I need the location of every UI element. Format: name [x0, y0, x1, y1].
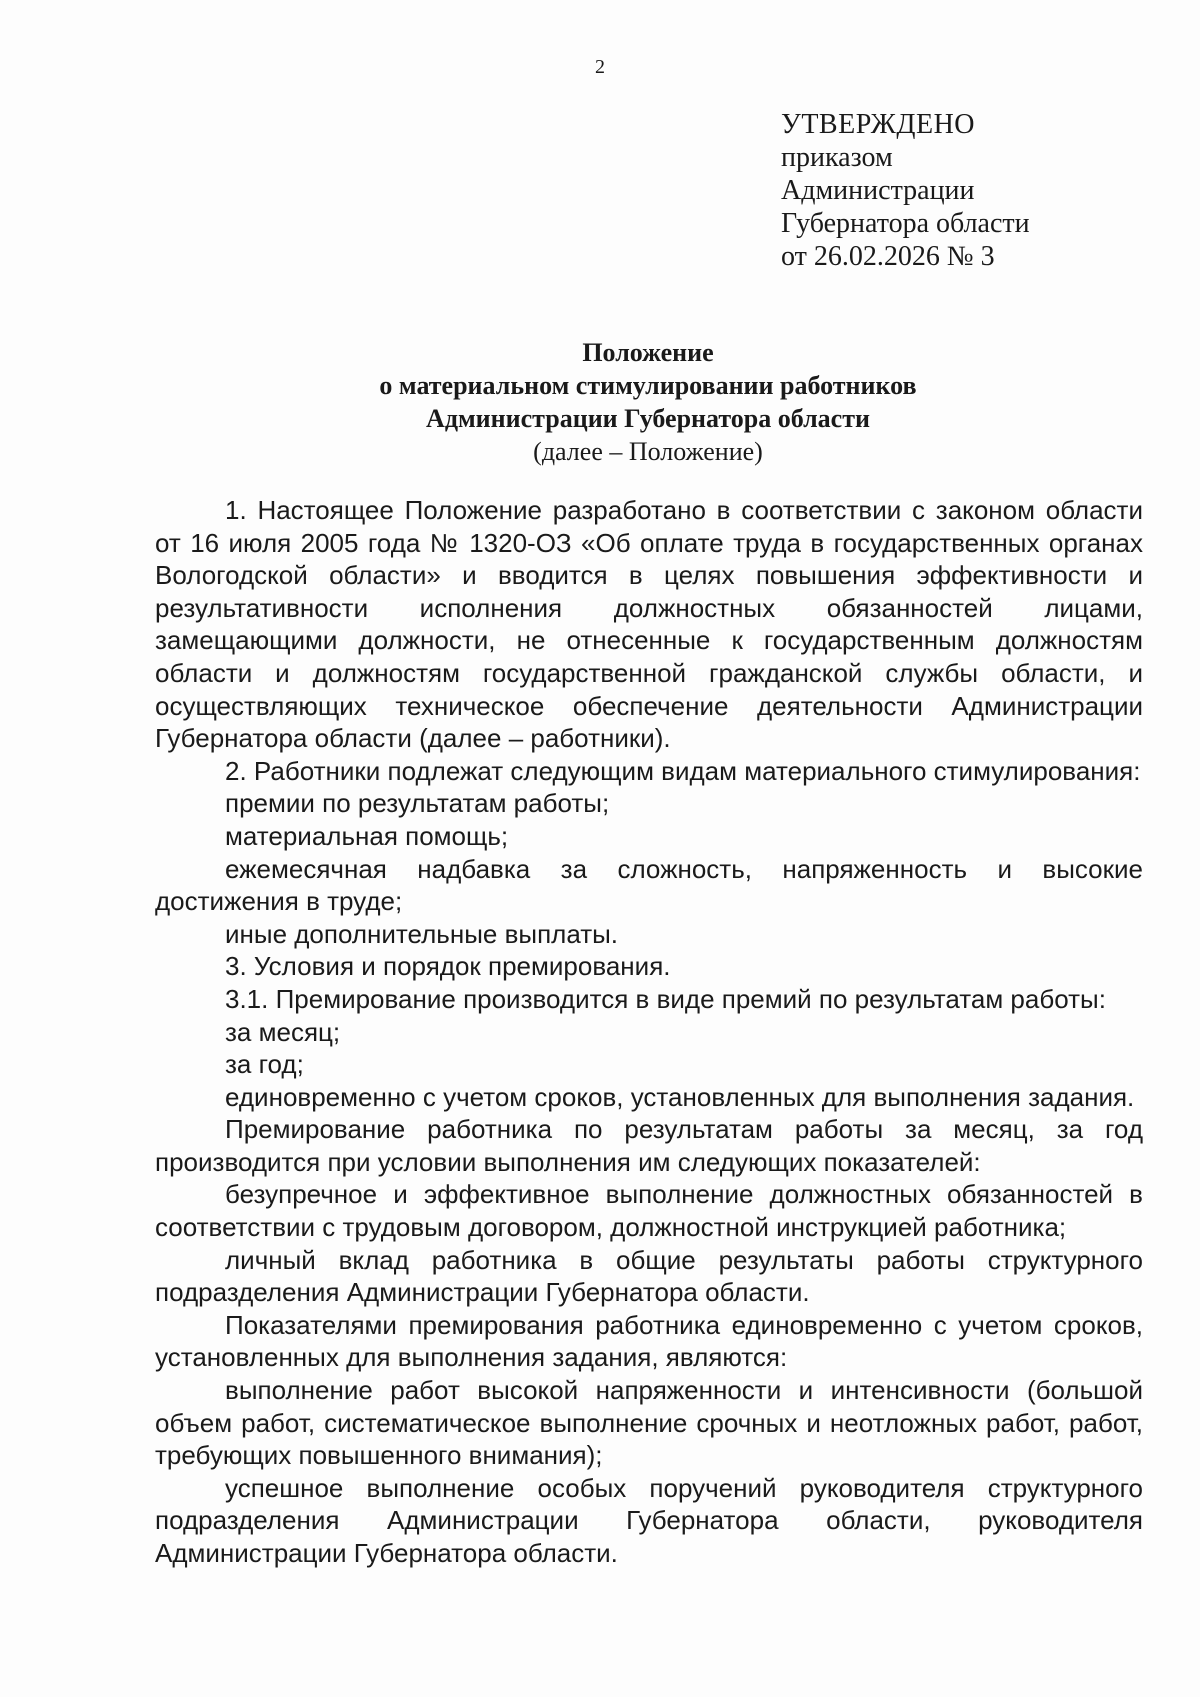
- heading-subtitle: о материальном стимулировании работников: [379, 371, 917, 400]
- list-item: за месяц;: [225, 1016, 341, 1047]
- list-item: материальная помощь;: [225, 820, 509, 851]
- list-item: иные дополнительные выплаты.: [225, 918, 619, 949]
- list-item: за год;: [225, 1049, 304, 1080]
- list-item: выполнение работ высокой напряженности и интенсивности (большой объем работ, систематическое выполнение срочных и неотложных работ, работ, требующих повышенного внимания);: [155, 1375, 1143, 1471]
- paragraph: Премирование работника по результатам работы за месяц, за год производится при условии выполнения им следующих показателей:: [155, 1114, 1143, 1177]
- approval-date-number: от 26.02.2026 № 3: [781, 241, 995, 272]
- approval-line: Губернатора области: [781, 208, 1030, 239]
- paragraph: 3.1. Премирование производится в виде премий по результатам работы:: [225, 983, 1106, 1014]
- approval-title: УТВЕРЖДЕНО: [781, 109, 976, 140]
- list-item: ежемесячная надбавка за сложность, напряженность и высокие достижения в труде;: [155, 853, 1143, 917]
- page-number: 2: [595, 56, 605, 78]
- paragraph: Показателями премирования работника единовременно с учетом сроков, установленных для выполнения задания, являются:: [155, 1309, 1143, 1373]
- heading-abbreviation: (далее – Положение): [533, 437, 763, 466]
- approval-stamp: [781, 108, 1030, 273]
- list-item: единовременно с учетом сроков, установленных для выполнения задания.: [225, 1081, 1135, 1112]
- heading-title: Положение: [582, 338, 714, 367]
- heading-subtitle: Администрации Губернатора области: [426, 404, 870, 433]
- list-item: успешное выполнение особых поручений руководителя структурного подразделения Администрации Губернатора области, руководителя Администрации Губернатора области.: [155, 1472, 1143, 1568]
- document-body: [155, 494, 1143, 1570]
- approval-line: Администрации: [781, 175, 975, 206]
- paragraph: 1. Настоящее Положение разработано в соответствии с законом области от 16 июля 2005 года № 1320-ОЗ «Об оплате труда в государственных органах Вологодской области» и вводится в целях повышения эффективности и результативности исполнения должностных обязанностей лицами, замещающими должности, не отнесенные к государственным должностям области и должностям государственной гражданской службы области, и осуществляющих техническое обеспечение деятельности Администрации Губернатора области (далее – работники).: [155, 495, 1143, 754]
- document-heading: [0, 336, 1200, 468]
- list-item: безупречное и эффективное выполнение должностных обязанностей в соответствии с трудовым договором, должностной инструкцией работника;: [155, 1179, 1143, 1243]
- paragraph: 2. Работники подлежат следующим видам материального стимулирования:: [225, 755, 1141, 786]
- approval-line: приказом: [781, 142, 893, 173]
- paragraph: 3. Условия и порядок премирования.: [225, 951, 671, 982]
- list-item: личный вклад работника в общие результаты работы структурного подразделения Администрации Губернатора области.: [155, 1244, 1143, 1308]
- list-item: премии по результатам работы;: [225, 788, 610, 819]
